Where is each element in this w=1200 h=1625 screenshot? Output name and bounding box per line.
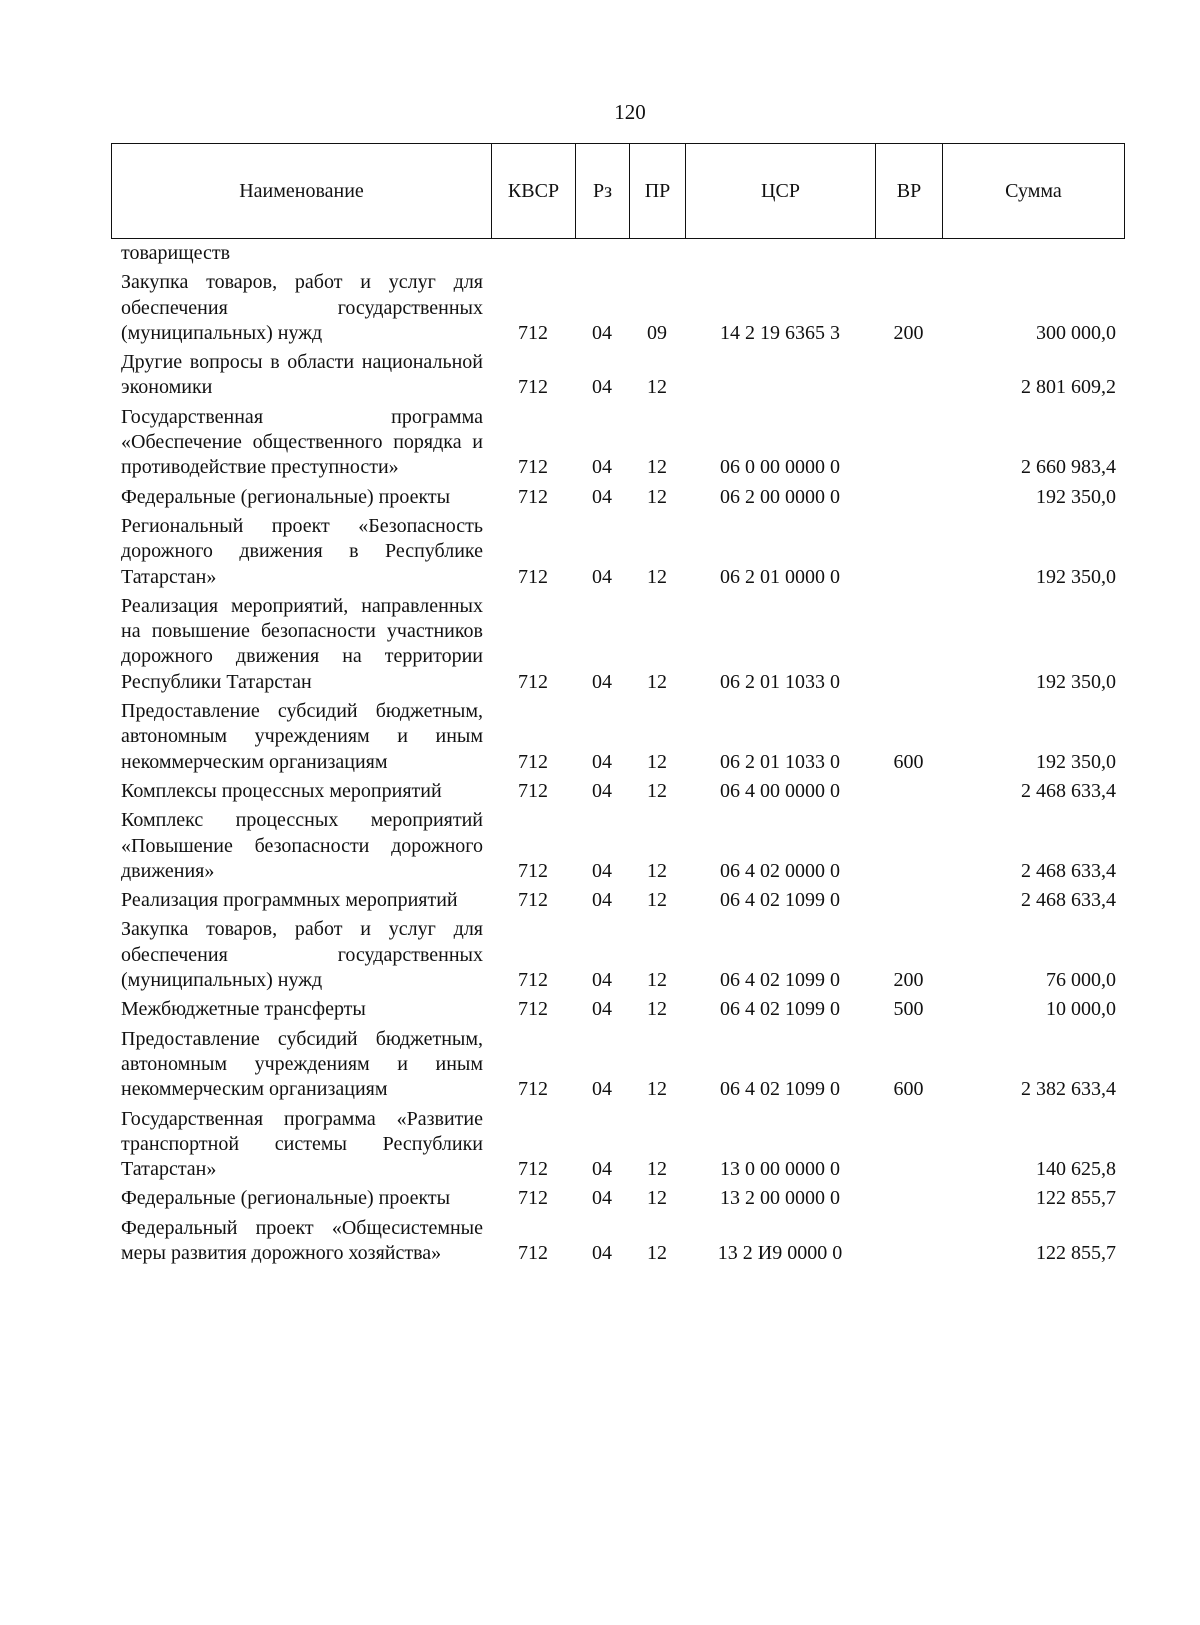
- cell-name: Межбюджетные трансферты: [121, 998, 366, 1021]
- cell-kvsr: 712: [518, 889, 548, 912]
- table-body: [111, 241, 1124, 1266]
- cell-kvsr: 712: [518, 750, 548, 773]
- cell-vr: [875, 804, 942, 884]
- table-row: [111, 346, 1124, 401]
- cell-name: Другие вопросы в области национальной экономики: [121, 351, 483, 399]
- cell-name: товариществ: [121, 242, 231, 264]
- cell-pr: 09: [647, 321, 667, 344]
- cell-vr: 200: [893, 321, 924, 344]
- cell-sum: 140 625,8: [1036, 1158, 1116, 1181]
- cell-rz: 04: [592, 1187, 612, 1210]
- cell-sum: 76 000,0: [1046, 969, 1116, 992]
- header-sum: Сумма: [943, 144, 1125, 239]
- cell-rz: 04: [592, 969, 612, 992]
- cell-pr: 12: [647, 1241, 667, 1264]
- cell-sum: 2 468 633,4: [1021, 889, 1116, 912]
- cell-csr: 06 2 01 1033 0: [720, 670, 840, 693]
- cell-csr: 06 4 02 1099 0: [720, 1078, 840, 1101]
- cell-rz: 04: [592, 456, 612, 479]
- cell-pr: [629, 241, 685, 266]
- cell-sum: 2 382 633,4: [1021, 1078, 1116, 1101]
- budget-table: [111, 241, 1124, 1266]
- cell-sum: 2 468 633,4: [1021, 779, 1116, 802]
- table-row: [111, 266, 1124, 346]
- table-row: [111, 775, 1124, 804]
- cell-name: Предоставление субсидий бюджетным, автономным учреждениям и иным некоммерческим организациям: [121, 1027, 483, 1101]
- cell-rz: [575, 241, 629, 266]
- cell-pr: 12: [647, 998, 667, 1021]
- cell-kvsr: 712: [518, 485, 548, 508]
- cell-vr: 600: [893, 1078, 924, 1101]
- cell-kvsr: 712: [518, 321, 548, 344]
- cell-pr: 12: [647, 1158, 667, 1181]
- cell-name: Государственная программа «Обеспечение общественного порядка и противодействие преступности»: [121, 405, 483, 479]
- cell-vr: [875, 401, 942, 481]
- cell-pr: 12: [647, 750, 667, 773]
- table-row: [111, 1182, 1124, 1211]
- cell-pr: 12: [647, 859, 667, 882]
- cell-csr: 06 4 02 0000 0: [720, 859, 840, 882]
- cell-csr: 13 2 00 0000 0: [720, 1187, 840, 1210]
- cell-vr: [875, 590, 942, 695]
- cell-csr: 06 0 00 0000 0: [720, 456, 840, 479]
- cell-sum: 122 855,7: [1036, 1187, 1116, 1210]
- cell-pr: 12: [647, 670, 667, 693]
- cell-vr: [875, 481, 942, 510]
- cell-csr: [685, 346, 875, 401]
- cell-rz: 04: [592, 779, 612, 802]
- cell-name: Федеральные (региональные) проекты: [121, 1187, 451, 1210]
- table-row: [111, 1023, 1124, 1103]
- page-number: 120: [614, 100, 646, 124]
- cell-kvsr: 712: [518, 376, 548, 399]
- cell-name: Реализация программных мероприятий: [121, 889, 458, 912]
- cell-rz: 04: [592, 565, 612, 588]
- cell-sum: 300 000,0: [1036, 321, 1116, 344]
- header-kvsr: КВСР: [492, 144, 576, 239]
- cell-kvsr: 712: [518, 998, 548, 1021]
- cell-kvsr: 712: [518, 1187, 548, 1210]
- cell-pr: 12: [647, 376, 667, 399]
- cell-sum: 2 468 633,4: [1021, 859, 1116, 882]
- cell-name: Закупка товаров, работ и услуг для обеспечения государственных (муниципальных) нужд: [121, 271, 483, 344]
- cell-rz: 04: [592, 321, 612, 344]
- cell-rz: 04: [592, 859, 612, 882]
- cell-sum: 2 801 609,2: [1021, 376, 1116, 399]
- table-row: [111, 510, 1124, 590]
- cell-csr: 06 4 02 1099 0: [720, 889, 840, 912]
- cell-rz: 04: [592, 485, 612, 508]
- cell-kvsr: 712: [518, 859, 548, 882]
- cell-vr: [875, 346, 942, 401]
- cell-csr: 06 2 01 0000 0: [720, 565, 840, 588]
- cell-pr: 12: [647, 969, 667, 992]
- cell-vr: [875, 1182, 942, 1211]
- cell-rz: 04: [592, 376, 612, 399]
- cell-sum: 122 855,7: [1036, 1241, 1116, 1264]
- cell-sum: [942, 241, 1124, 266]
- table-row: [111, 884, 1124, 913]
- table-row: [111, 1212, 1124, 1267]
- cell-rz: 04: [592, 1241, 612, 1264]
- cell-csr: 06 4 02 1099 0: [720, 998, 840, 1021]
- cell-sum: 10 000,0: [1046, 998, 1116, 1021]
- table-row: [111, 913, 1124, 993]
- header-rz: Рз: [576, 144, 630, 239]
- header-name: Наименование: [112, 144, 492, 239]
- cell-pr: 12: [647, 485, 667, 508]
- cell-vr: 500: [893, 998, 924, 1021]
- table-row: [111, 241, 1124, 266]
- table-header: [111, 143, 1125, 239]
- table-row: [111, 590, 1124, 695]
- cell-rz: 04: [592, 998, 612, 1021]
- cell-csr: 06 4 02 1099 0: [720, 969, 840, 992]
- cell-vr: [875, 1103, 942, 1183]
- cell-name: Государственная программа «Развитие транспортной системы Республики Татарстан»: [121, 1107, 483, 1181]
- cell-kvsr: 712: [518, 565, 548, 588]
- cell-name: Реализация мероприятий, направленных на повышение безопасности участников дорожного движения на территории Республики Татарстан: [121, 594, 483, 693]
- cell-rz: 04: [592, 750, 612, 773]
- cell-pr: 12: [647, 779, 667, 802]
- cell-name: Комплекс процессных мероприятий «Повышение безопасности дорожного движения»: [121, 809, 483, 882]
- cell-vr: [875, 775, 942, 804]
- cell-kvsr: 712: [518, 670, 548, 693]
- cell-pr: 12: [647, 1078, 667, 1101]
- cell-kvsr: 712: [518, 779, 548, 802]
- cell-vr: [875, 884, 942, 913]
- cell-sum: 2 660 983,4: [1021, 456, 1116, 479]
- cell-kvsr: [491, 241, 575, 266]
- header-vr: ВР: [876, 144, 943, 239]
- cell-name: Закупка товаров, работ и услуг для обеспечения государственных (муниципальных) нужд: [121, 918, 483, 992]
- cell-csr: 06 2 01 1033 0: [720, 750, 840, 773]
- cell-rz: 04: [592, 670, 612, 693]
- cell-name: Федеральные (региональные) проекты: [121, 485, 451, 508]
- header-csr: ЦСР: [686, 144, 876, 239]
- cell-csr: 06 2 00 0000 0: [720, 485, 840, 508]
- table-row: [111, 804, 1124, 884]
- cell-name: Комплексы процессных мероприятий: [121, 779, 442, 802]
- cell-vr: 200: [893, 969, 924, 992]
- table-row: [111, 695, 1124, 775]
- cell-rz: 04: [592, 889, 612, 912]
- cell-sum: 192 350,0: [1036, 565, 1116, 588]
- cell-csr: [685, 241, 875, 266]
- table-row: [111, 1103, 1124, 1183]
- cell-name: Региональный проект «Безопасность дорожного движения в Республике Татарстан»: [121, 514, 483, 588]
- cell-vr: 600: [893, 750, 924, 773]
- cell-pr: 12: [647, 1187, 667, 1210]
- cell-name: Федеральный проект «Общесистемные меры развития дорожного хозяйства»: [121, 1216, 483, 1264]
- cell-csr: 13 2 И9 0000 0: [717, 1241, 843, 1264]
- cell-kvsr: 712: [518, 1078, 548, 1101]
- cell-vr: [875, 510, 942, 590]
- cell-sum: 192 350,0: [1036, 670, 1116, 693]
- cell-kvsr: 712: [518, 456, 548, 479]
- cell-pr: 12: [647, 565, 667, 588]
- cell-pr: 12: [647, 889, 667, 912]
- cell-name: Предоставление субсидий бюджетным, автономным учреждениям и иным некоммерческим организациям: [121, 700, 483, 773]
- cell-sum: 192 350,0: [1036, 750, 1116, 773]
- cell-kvsr: 712: [518, 969, 548, 992]
- cell-vr: [875, 241, 942, 266]
- cell-sum: 192 350,0: [1036, 485, 1116, 508]
- cell-csr: 06 4 00 0000 0: [720, 779, 840, 802]
- cell-rz: 04: [592, 1158, 612, 1181]
- cell-rz: 04: [592, 1078, 612, 1101]
- table-row: [111, 481, 1124, 510]
- cell-kvsr: 712: [518, 1158, 548, 1181]
- cell-kvsr: 712: [518, 1241, 548, 1264]
- cell-csr: 13 0 00 0000 0: [720, 1158, 840, 1181]
- cell-csr: 14 2 19 6365 3: [720, 321, 840, 344]
- cell-pr: 12: [647, 456, 667, 479]
- table-row: [111, 993, 1124, 1022]
- table-row: [111, 401, 1124, 481]
- header-pr: ПР: [630, 144, 686, 239]
- cell-vr: [875, 1212, 942, 1267]
